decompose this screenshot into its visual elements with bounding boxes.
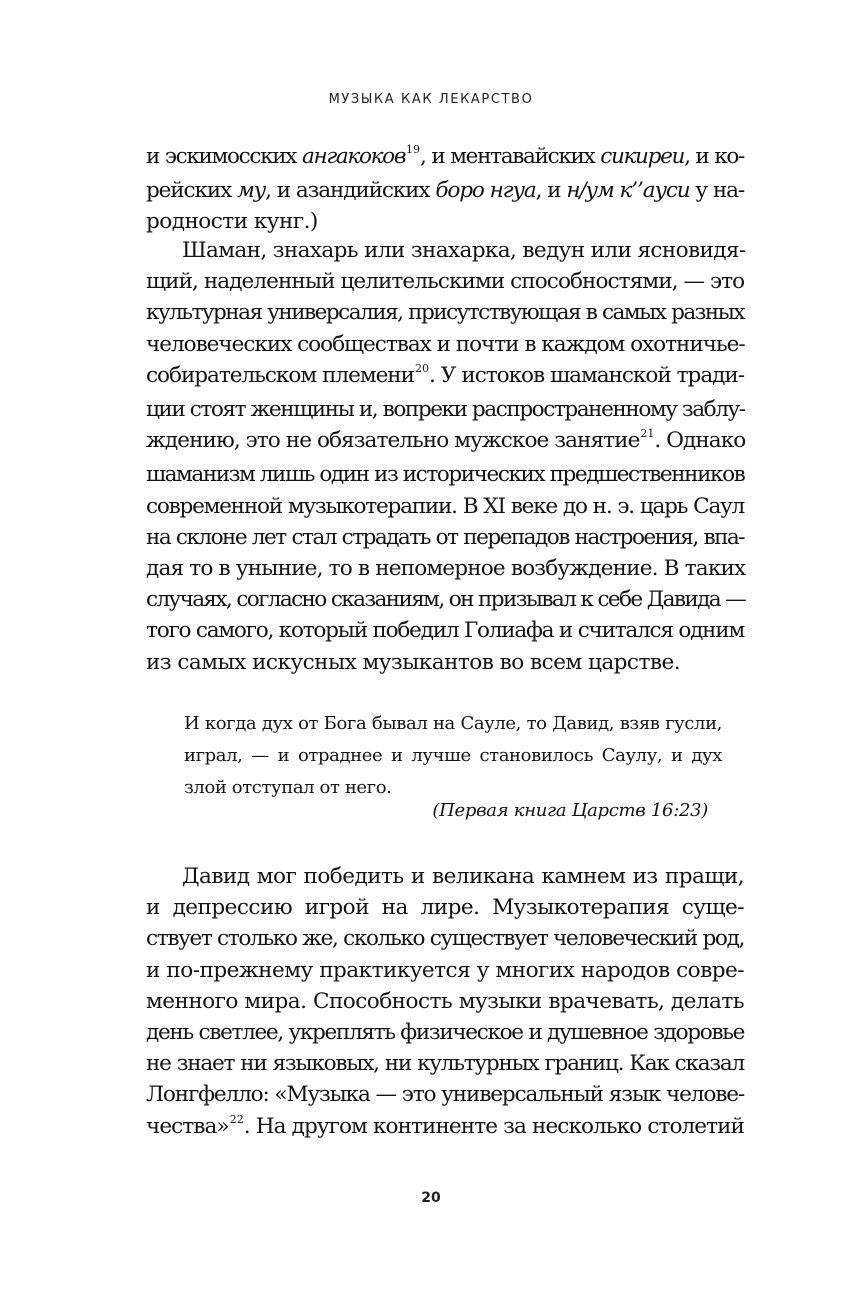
footnote-ref: 20 [414, 361, 429, 375]
text-line: современной музыкотерапии. В XI веке до н. э. царь Саул [146, 493, 744, 519]
italic-term: му [237, 178, 266, 204]
text-run: , и ко- [684, 144, 744, 169]
paragraph-david [146, 861, 744, 1145]
text-line: случаях, согласно сказаниям, он призывал к себе Давида — [146, 587, 746, 613]
text-run: ждению, это не обязательно мужское занятие [146, 428, 640, 454]
italic-term: сикиреи [600, 144, 685, 169]
text-line: не знает ни языковых, ни культурных границ. Как сказал [146, 1051, 744, 1077]
footnote-ref: 19 [406, 143, 421, 156]
italic-term: н/ум к’’ауси [566, 178, 690, 204]
text-line: ции стоят женщины и, вопреки распространенному заблу- [146, 397, 745, 423]
footnote-ref: 21 [640, 427, 655, 441]
text-run: , и азандийских [265, 178, 436, 204]
text-line [146, 141, 744, 175]
quote-line: И когда дух от Бога бывал на Сауле, то Давид, взяв гусли, [184, 713, 722, 734]
text-line: ствует столько же, сколько существует человеческий род, [146, 926, 745, 952]
text-line: родности кунг.) [146, 209, 318, 235]
quote-line: играл, — и отраднее и лучше становилось Саулу, и дух [184, 745, 722, 766]
text-line: Шаман, знахарь или знахарка, ведун или ясновидя- [182, 238, 746, 263]
text-line [146, 1111, 744, 1145]
italic-term: ангакоков [301, 144, 406, 169]
text-run: . У истоков шаманской тради- [428, 362, 744, 388]
italic-term: боро нгуа [435, 178, 536, 204]
text-line: Давид мог победить и великана камнем из пращи, [182, 864, 744, 889]
paragraph-shamanism [146, 235, 744, 678]
text-line: менного мира. Способность музыки врачевать, делать [146, 988, 744, 1014]
text-run: , и [535, 178, 567, 204]
text-run: , и ментавайских [420, 144, 601, 169]
text-line: культурная универсалия, присутствующая в самых разных [146, 300, 744, 326]
text-run: чества» [146, 1113, 229, 1139]
paragraph-continuation [146, 141, 744, 238]
text-line: дая то в уныние, то в непомерное возбуждение. В таких [146, 556, 746, 582]
text-run: у на- [689, 178, 744, 204]
footnote-ref: 22 [229, 1112, 244, 1126]
text-line: человеческих сообществах и почти в каждом охотничье- [146, 331, 745, 357]
block-quote [184, 708, 722, 804]
text-line [146, 360, 744, 394]
text-run: и эскимосских [146, 144, 302, 169]
running-head: МУЗЫКА КАК ЛЕКАРСТВО [328, 92, 534, 107]
text-line: из самых искусных музыкантов во всем царстве. [146, 649, 681, 675]
text-line: шаманизм лишь один из исторических предшественников [146, 462, 745, 488]
text-line: и по-прежнему практикуется у многих народов совре- [146, 957, 744, 983]
text-line: на склоне лет стал страдать от перепадов настроения, впа- [146, 524, 744, 550]
text-line: день светлее, укреплять физическое и душевное здоровье [146, 1020, 744, 1046]
text-line [146, 425, 744, 459]
quote-citation: (Первая книга Царств 16:23) [432, 800, 708, 821]
text-line: Лонгфелло: «Музыка — это универсальный язык челове- [146, 1082, 744, 1108]
text-line [146, 175, 744, 206]
text-run: собирательском племени [146, 362, 414, 388]
text-run: . На другом континенте за несколько столетий [243, 1113, 744, 1139]
quote-line: злой отступал от него. [184, 777, 392, 798]
text-line: щий, наделенный целительскими способностями, — это [146, 269, 745, 295]
text-line: и депрессию игрой на лире. Музыкотерапия суще- [146, 895, 744, 921]
page-number: 20 [421, 1190, 441, 1206]
text-run: рейских [146, 178, 238, 204]
text-line: того самого, который победил Голиафа и считался одним [146, 618, 744, 644]
text-run: . Однако [654, 428, 746, 454]
